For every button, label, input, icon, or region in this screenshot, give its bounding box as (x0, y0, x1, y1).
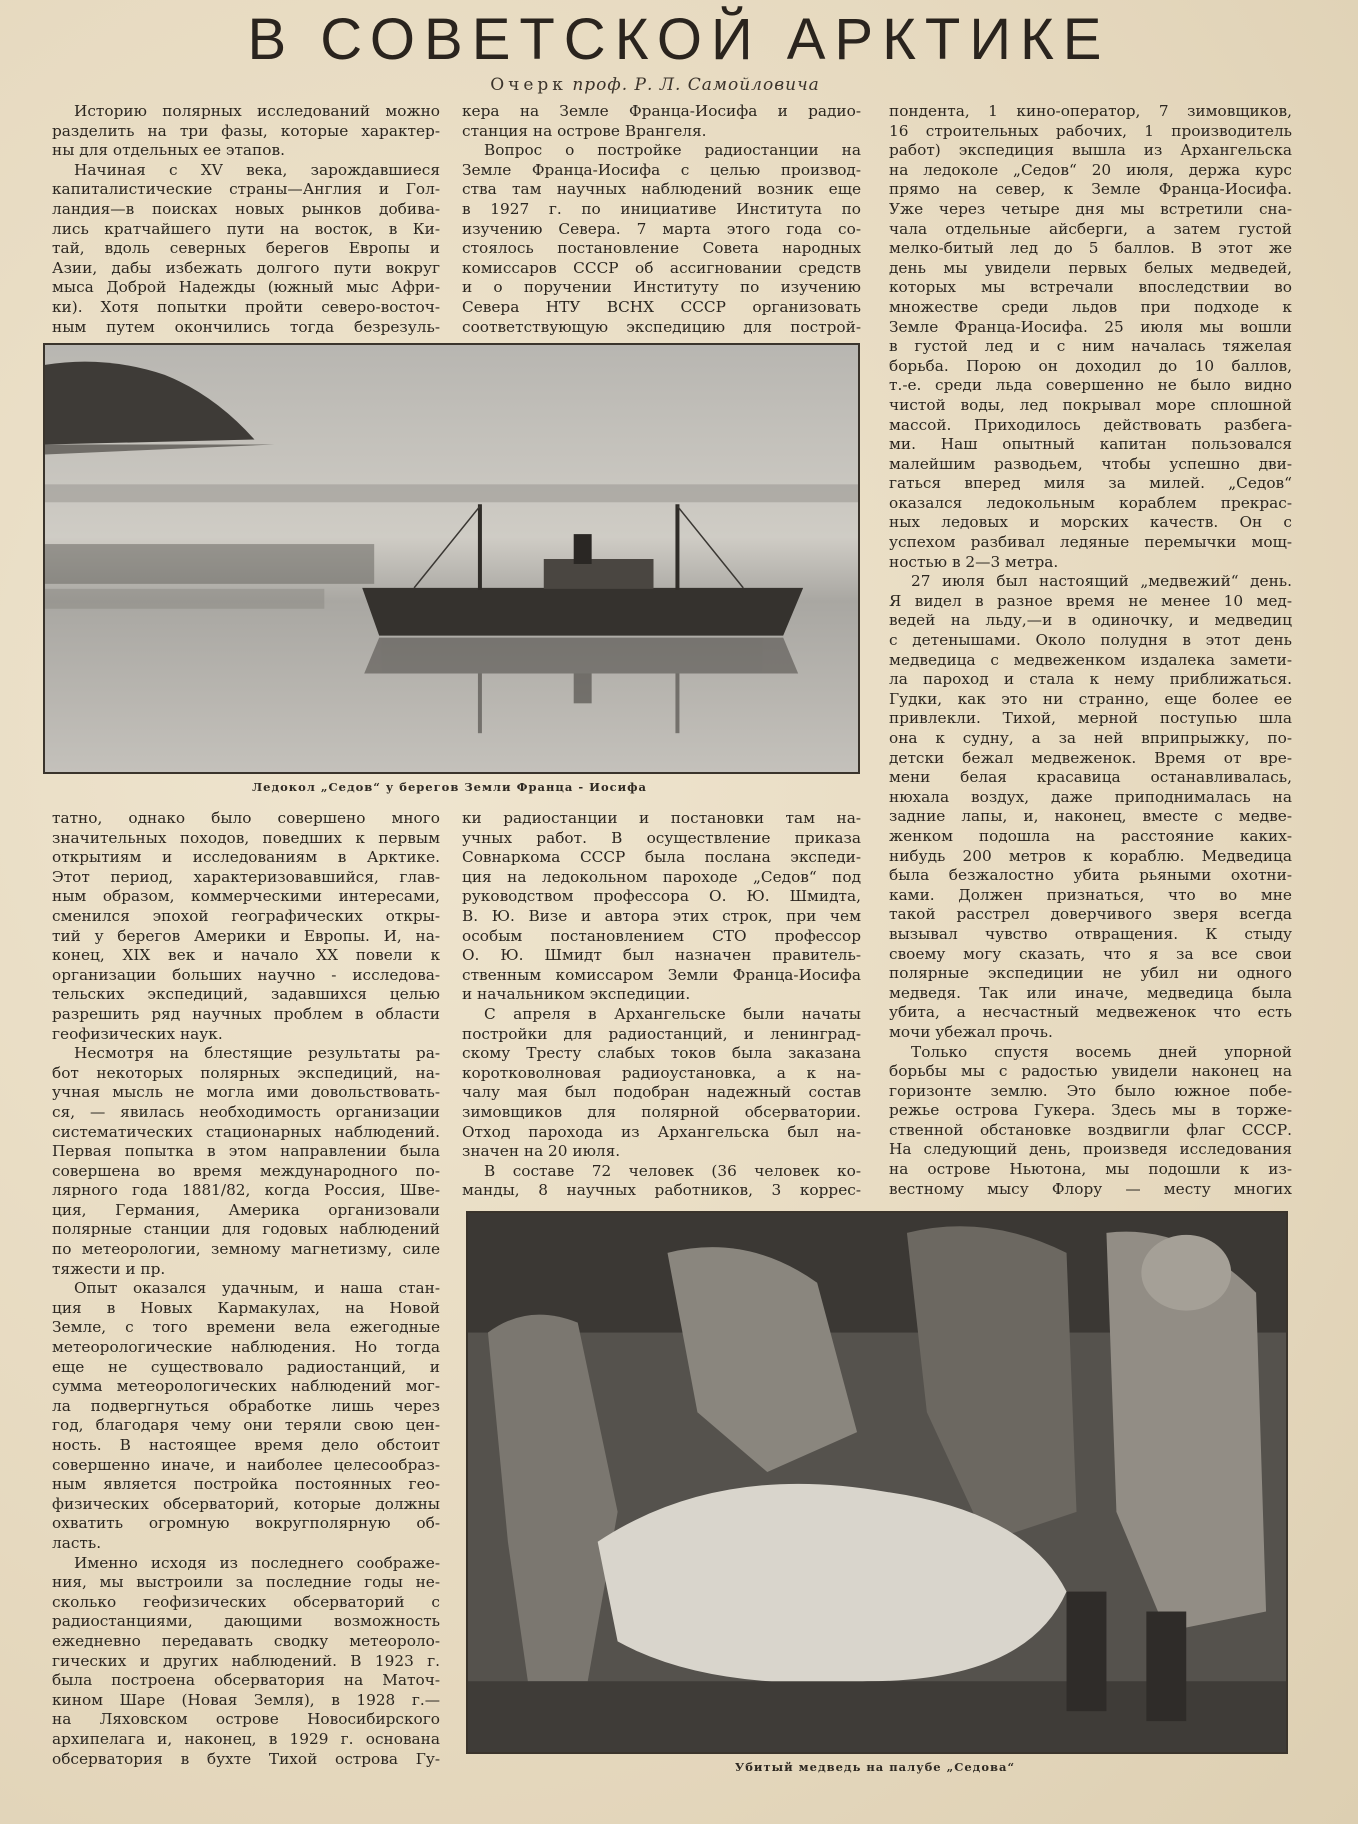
text-line: нюхала воздух, даже приподнималась на (889, 787, 1292, 806)
text-line: Я видел в разное время не менее 10 мед- (889, 591, 1292, 610)
column-3 (889, 102, 1292, 1199)
text-line: пондента, 1 кино-оператор, 7 зимовщиков, (889, 102, 1292, 120)
text-line: ция, Германия, Америка организовали (52, 1200, 440, 1219)
text-line: капиталистические страны—Англия и Гол- (52, 180, 440, 199)
text-line: Севера НТУ ВСНХ СССР организовать (462, 297, 861, 316)
text-line: ла подвергнуться обработке лишь через (52, 1396, 440, 1415)
text-line: коротковолновая радиоустановка, а к на- (462, 1063, 861, 1082)
text-line: была построена обсерватория на Маточ- (52, 1671, 440, 1690)
text-line: задние лапы, и, наконец, вместе с медве- (889, 807, 1292, 826)
text-line: ным путем окончились тогда безрезуль- (52, 317, 440, 336)
text-line: ния, мы выстроили за последние годы не- (52, 1573, 440, 1592)
text-line: архипелага и, наконец, в 1929 г. основана (52, 1729, 440, 1748)
text-line: разрешить ряд научных проблем в области (52, 1004, 440, 1023)
paragraph (462, 102, 861, 141)
text-line: кера на Земле Франца-Иосифа и радио- (462, 102, 861, 120)
text-line: конец, XIX век и начало XX повели к (52, 946, 440, 965)
text-line: борьба. Порою он доходил до 10 баллов, (889, 356, 1292, 375)
text-line: соответствующую экспедицию для построй- (462, 317, 861, 336)
text-line: ла пароход и стала к нему приближаться. (889, 670, 1292, 689)
text-line: прямо на север, к Земле Франца-Иосифа. (889, 180, 1292, 199)
text-line: Совнаркома СССР была послана экспеди- (462, 848, 861, 867)
text-line: горизонте землю. Это было южное побе- (889, 1081, 1292, 1100)
text-line: Отход парохода из Архангельска был на- (462, 1122, 861, 1141)
text-line: совершенно иначе, и наиболее целесообраз- (52, 1455, 440, 1474)
text-line: по метеорологии, земному магнетизму, силе (52, 1240, 440, 1259)
text-line: ны для отдельных ее этапов. (52, 141, 285, 160)
text-line: метеорологические наблюдения. Но тогда (52, 1338, 440, 1357)
text-line: такой расстрел доверчивого зверя всегда (889, 905, 1292, 924)
text-line: изучению Севера. 7 марта этого года со- (462, 219, 861, 238)
paragraph (889, 102, 1292, 572)
text-line: руководством профессора О. Ю. Шмидта, (462, 887, 861, 906)
paragraph (462, 809, 861, 1005)
text-line: с детенышами. Около полудня в этот день (889, 631, 1292, 650)
paragraph (52, 1554, 440, 1770)
text-line: мыса Доброй Надежды (южный мыс Афри- (52, 278, 440, 297)
text-line: ки радиостанции и постановки там на- (462, 809, 861, 827)
column-2-top (462, 102, 861, 337)
text-line: разделить на три фазы, которые характер- (52, 121, 440, 140)
text-line: тельских экспедиций, задавшихся целью (52, 985, 440, 1004)
text-line: Этот период, характеризовавшийся, глав- (52, 867, 440, 886)
text-line: физических обсерваторий, которые должны (52, 1494, 440, 1513)
text-line: вестному мысу Флору — месту многих (889, 1179, 1292, 1198)
text-line: Первая попытка в этом направлении была (52, 1142, 440, 1161)
text-line: на ледоколе „Седов“ 20 июля, держа курс (889, 160, 1292, 179)
text-line: охватить огромную вокругполярную об- (52, 1514, 440, 1533)
text-line: она к судну, а за ней вприпрыжку, по- (889, 729, 1292, 747)
text-line: и о поручении Институту по изучению (462, 278, 861, 297)
paragraph (889, 572, 1292, 1042)
text-line: медведица с медвеженком издалека замети- (889, 650, 1292, 669)
text-line: гаться вперед миля за милей. „Седов“ (889, 474, 1292, 493)
byline-author: проф. Р. Л. Самойловича (572, 75, 820, 95)
text-line: станция на острове Врангеля. (462, 121, 707, 140)
text-line: организации больших научно - исследова- (52, 965, 440, 984)
text-line: успехом разбивал ледяные перемычки мощ- (889, 533, 1292, 552)
text-line: полярные экспедиции не убил ни одного (889, 964, 1292, 983)
text-line: бот некоторых полярных экспедиций, на- (52, 1063, 440, 1082)
text-line: татно, однако было совершено много (52, 809, 440, 827)
text-line: женком подошла на расстояние каких- (889, 826, 1292, 845)
text-line: Только спустя восемь дней упорной (911, 1042, 1292, 1061)
text-line: в 1927 г. по инициативе Института по (462, 199, 861, 218)
text-line: медведя. Так или иначе, медведица была (889, 983, 1292, 1002)
text-line: сколько геофизических обсерваторий с (52, 1592, 440, 1611)
text-line: О. Ю. Шмидт был назначен правитель- (462, 946, 861, 965)
text-line: лярного года 1881/82, когда Россия, Шве- (52, 1181, 440, 1200)
text-line: ственной обстановке воздвигли флаг СССР. (889, 1120, 1292, 1139)
text-line: Несмотря на блестящие результаты ра- (74, 1044, 440, 1063)
text-line: ция на ледокольном пароходе „Седов“ под (462, 867, 861, 886)
paragraph (52, 1279, 440, 1553)
text-line: ных ледовых и морских качеств. Он с (889, 513, 1292, 532)
text-line: была безжалостно убита рьяными охотни- (889, 866, 1292, 885)
text-line: 16 строительных рабочих, 1 производитель (889, 121, 1292, 140)
text-line: систематических стационарных наблюдений. (52, 1122, 440, 1141)
text-line: Историю полярных исследований можно (74, 102, 440, 120)
text-line: убита, а несчастный медвеженок что есть (889, 1003, 1292, 1022)
text-line: скому Тресту слабых токов была заказана (462, 1044, 861, 1063)
text-line: Земле, с того времени вела ежегодные (52, 1318, 440, 1337)
text-line: на острове Ньютона, мы подошли к из- (889, 1160, 1292, 1179)
paragraph (462, 1005, 861, 1162)
icebreaker-photo-caption: Ледокол „Седов“ у берегов Земли Франца - Иосифа (251, 780, 648, 794)
text-line: радиостанциями, дающими возможность (52, 1612, 440, 1631)
text-line: малейшим разводьем, чтобы успешно дви- (889, 454, 1292, 473)
text-line: массой. Приходилось действовать разбега- (889, 415, 1292, 434)
text-line: в густой лед и с ним началась тяжелая (889, 337, 1292, 356)
text-line: множестве среди льдов при подходе к (889, 297, 1292, 316)
text-line: комиссаров СССР об ассигновании средств (462, 258, 861, 277)
paragraph (462, 1162, 861, 1201)
text-line: тяжести и пр. (52, 1259, 166, 1278)
text-line: ства там научных наблюдений возник еще (462, 180, 861, 199)
paragraph (462, 141, 861, 337)
text-line: ками. Должен признаться, что во мне (889, 885, 1292, 904)
article-title: В СОВЕТСКОЙ АРКТИКЕ (247, 7, 1111, 72)
text-line: особым постановлением СТО профессор (462, 926, 861, 945)
text-line: Начиная с XV века, зарождавшиеся (74, 160, 440, 179)
text-line: и начальником экспедиции. (462, 985, 691, 1004)
text-line: борьбы мы с радостью увидели наконец на (889, 1062, 1292, 1081)
text-line: кином Шаре (Новая Земля), в 1928 г.— (52, 1690, 440, 1709)
text-line: режье острова Гукера. Здесь мы в торже- (889, 1101, 1292, 1120)
text-line: год, благодаря чему они теряли свою цен- (52, 1416, 440, 1435)
text-line: своему могу сказать, что я за все свои (889, 944, 1292, 963)
text-line: геофизических наук. (52, 1024, 223, 1043)
text-line: Опыт оказался удачным, и наша стан- (74, 1279, 440, 1298)
text-line: ки). Хотя попытки пройти северо-восточ- (52, 297, 440, 316)
text-line: значен на 20 июля. (462, 1142, 621, 1161)
paragraph (52, 809, 440, 1044)
bear-photo (466, 1211, 1288, 1754)
text-line: ландия—в поисках новых рынков добива- (52, 199, 440, 218)
text-line: лись кратчайшего пути на восток, в Ки- (52, 219, 440, 238)
text-line: ностью в 2—3 метра. (889, 552, 1059, 571)
column-1-bottom (52, 809, 440, 1769)
text-line: Земле Франца-Иосифа. 25 июля мы вошли (889, 317, 1292, 336)
text-line: Именно исходя из последнего соображе- (74, 1553, 440, 1572)
column-1-top (52, 102, 440, 337)
article-byline (0, 74, 1310, 96)
text-line: открытиям и исследованиям в Арктике. (52, 848, 440, 867)
text-line: детски бежал медвеженок. Время от вре- (889, 748, 1292, 767)
text-line: ми. Наш опытный капитан пользовался (889, 435, 1292, 454)
text-line: Гудки, как это ни странно, еще более ее (889, 689, 1292, 708)
paragraph (52, 102, 440, 161)
text-line: ласть. (52, 1533, 102, 1552)
text-line: зимовщиков для полярной обсерватории. (462, 1102, 861, 1121)
text-line: еще не существовало радиостанций, и (52, 1357, 440, 1376)
paragraph (52, 1044, 440, 1279)
text-line: ственным комиссаром Земли Франца-Иосифа (462, 965, 861, 984)
text-line: Азии, дабы избежать долгого пути вокруг (52, 258, 440, 277)
text-line: ным является постройка постоянных гео- (52, 1475, 440, 1494)
text-line: ся, — явилась необходимость организации (52, 1102, 440, 1121)
text-line: которых мы встречали впоследствии во (889, 278, 1292, 297)
text-line: В. Ю. Визе и автора этих строк, при чем (462, 906, 861, 925)
text-line: мочи убежал прочь. (889, 1022, 1053, 1041)
text-line: ежедневно передавать сводку метеороло- (52, 1631, 440, 1650)
text-line: тай, вдоль северных берегов Европы и (52, 239, 440, 258)
text-line: на Ляховском острове Новосибирского (52, 1710, 440, 1729)
text-line: гических и других наблюдений. В 1923 г. (52, 1651, 440, 1670)
text-line: чала отдельные айсберги, а затем густой (889, 219, 1292, 238)
text-line: манды, 8 научных работников, 3 коррес- (462, 1181, 861, 1200)
text-line: ведей на льду,—и в одиночку, и медведиц (889, 611, 1292, 630)
text-line: постройки для радиостанций, и ленинград- (462, 1024, 861, 1043)
text-line: Уже через четыре дня мы встретили сна- (889, 199, 1292, 218)
text-line: На следующий день, произведя исследования (889, 1140, 1292, 1159)
text-line: сменился эпохой географических откры- (52, 906, 440, 925)
text-line: вызывал чувство отвращения. К стыду (889, 924, 1292, 943)
text-line: В составе 72 человек (36 человек ко- (484, 1161, 861, 1180)
text-line: стоялось постановление Совета народных (462, 239, 861, 258)
text-line: 27 июля был настоящий „медвежий“ день. (911, 572, 1292, 591)
text-line: ция в Новых Кармакулах, на Новой (52, 1298, 440, 1317)
icebreaker-photo (43, 343, 860, 774)
text-line: оказался ледокольным кораблем прекрас- (889, 493, 1292, 512)
text-line: обсерватория в бухте Тихой острова Гу- (52, 1749, 440, 1768)
text-line: Вопрос о постройке радиостанции на (484, 141, 861, 160)
text-line: Земле Франца-Иосифа с целью производ- (462, 160, 861, 179)
text-line: тий у берегов Америки и Европы. И, на- (52, 926, 440, 945)
bear-photo-caption: Убитый медведь на палубе „Седова“ (734, 1760, 1016, 1774)
paragraph (52, 161, 440, 337)
text-line: ность. В настоящее время дело обстоит (52, 1436, 440, 1454)
text-line: С апреля в Архангельске были начаты (484, 1004, 861, 1023)
text-line: сумма метеорологических наблюдений мог- (52, 1377, 440, 1396)
paragraph (889, 1043, 1292, 1200)
text-line: учная мысль не могла ими довольствовать- (52, 1083, 440, 1102)
text-line: учных работ. В осуществление приказа (462, 828, 861, 847)
text-line: мелко-битый лед до 5 баллов. В этот же (889, 239, 1292, 258)
text-line: нибудь 200 метров к кораблю. Медведица (889, 846, 1292, 865)
byline-label: Очерк (490, 75, 567, 95)
text-line: чалу мая был подобран надежный состав (462, 1083, 861, 1102)
text-line: т.-е. среди льда совершенно не было видно (889, 376, 1292, 395)
text-line: полярные станции для годовых наблюдений (52, 1220, 440, 1239)
text-line: значительных походов, поведших к первым (52, 828, 440, 847)
text-line: день мы увидели первых белых медведей, (889, 258, 1292, 277)
column-2-bottom (462, 809, 861, 1201)
text-line: чистой воды, лед покрывал море сплошной (889, 395, 1292, 414)
text-line: работ) экспедиция вышла из Архангельска (889, 141, 1292, 160)
text-line: привлекли. Тихой, мерной поступью шла (889, 709, 1292, 728)
text-line: мени белая красавица останавливалась, (889, 768, 1292, 787)
text-line: совершена во время международного по- (52, 1161, 440, 1180)
text-line: ным образом, коммерческими интересами, (52, 887, 440, 906)
